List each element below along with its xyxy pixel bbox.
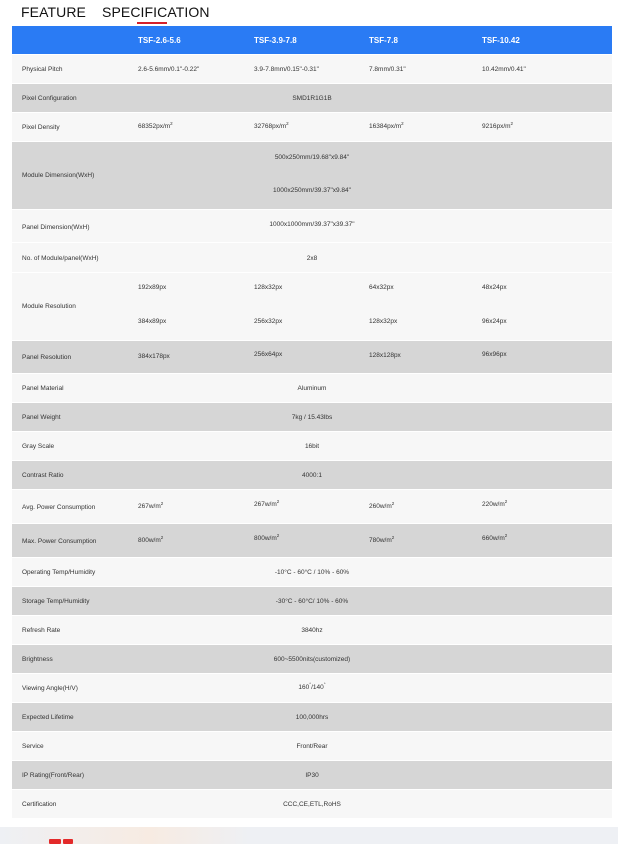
row-label: Certification [22,801,57,808]
table-row [12,616,612,645]
table-cell: 256x64px [254,351,283,358]
footer-banner [0,827,618,844]
table-cell: $780w/m^2$ [369,534,395,544]
active-tab-indicator [137,22,167,24]
table-cell: $32768px/m^2$ [254,120,289,130]
table-cell: 600~5500nits(customized) [273,656,351,663]
table-row [12,374,612,403]
table-cell: 1000x1000mm/39.37"x39.37" [269,221,355,228]
table-cell: 4000:1 [302,472,322,479]
column-header: TSF-10.42 [482,36,520,45]
table-row [12,790,612,819]
table-cell: 192x89px [138,284,167,291]
table-row [12,732,612,761]
row-label: Contrast Ratio [22,472,64,479]
row-label: Panel Material [22,385,64,392]
table-row [12,243,612,273]
table-row [12,403,612,432]
table-cell: 64x32px [369,284,394,291]
table-cell: 3.9-7.8mm/0.15"-0.31" [254,66,319,73]
column-header: TSF-7.8 [369,36,398,45]
row-label: Storage Temp/Humidity [22,598,90,605]
table-cell: $16384px/m^2$ [369,120,404,130]
table-cell: 2x8 [306,255,318,262]
table-cell: 96x24px [482,318,507,325]
row-label: Module Dimension(WxH) [22,172,95,179]
table-cell: 1000x250mm/39.37"x9.84" [273,187,351,194]
table-cell: 3840hz [301,627,323,634]
table-cell: 384x178px [138,353,170,360]
row-label: Operating Temp/Humidity [22,569,96,576]
table-cell: IP30 [305,772,319,779]
table-cell: 100,000hrs [295,714,329,721]
table-cell: Front/Rear [296,743,328,750]
row-label: Pixel Density [22,124,60,131]
table-row [12,113,612,142]
table-cell: 160°/140° [298,681,326,691]
table-cell: 500x250mm/19.68"x9.84" [274,154,350,161]
row-label: Max. Power Consumption [22,538,97,545]
table-cell: $800w/m^2$ [138,534,164,544]
table-row [12,210,612,243]
row-label: No. of Module/panel(WxH) [22,255,99,262]
table-cell: $800w/m^2$ [254,532,280,542]
table-cell: 128x32px [254,284,283,291]
table-cell: $267w/m^2$ [254,498,280,508]
row-label: IP Rating(Front/Rear) [22,772,85,779]
table-row [12,461,612,490]
table-cell: 256x32px [254,318,283,325]
table-row [12,432,612,461]
table-cell: $660w/m^2$ [482,532,508,542]
specification-table [12,26,612,819]
table-row [12,84,612,113]
table-cell: 96x96px [482,351,507,358]
table-row [12,55,612,84]
table-cell: Aluminum [297,385,327,392]
table-cell: 48x24px [482,284,507,291]
row-label: Service [22,743,44,750]
tab-feature[interactable]: FEATURE [21,4,86,20]
table-cell: $9216px/m^2$ [482,120,514,130]
table-cell: CCC,CE,ETL,RoHS [283,801,341,808]
row-label: Expected Lifetime [22,714,74,721]
table-row [12,142,612,210]
table-row [12,703,612,732]
table-cell: $260w/m^2$ [369,500,395,510]
table-cell: $68352px/m^2$ [138,120,173,130]
column-header: TSF-2.6-5.6 [138,36,181,45]
row-label: Pixel Configuration [22,95,77,102]
table-row [12,341,612,374]
table-cell: 16bit [304,443,320,450]
tab-specification[interactable]: SPECIFICATION [102,4,210,20]
row-label: Gray Scale [22,443,55,450]
table-cell: 128x32px [369,318,398,325]
table-row [12,761,612,790]
column-header: TSF-3.9-7.8 [254,36,297,45]
row-label: Avg. Power Consumption [22,504,96,511]
row-label: Panel Resolution [22,354,72,361]
table-row [12,645,612,674]
table-cell: 10.42mm/0.41" [482,66,526,73]
table-row [12,490,612,524]
row-label: Module Resolution [22,303,76,310]
table-cell: -30°C - 60°C/ 10% - 60% [275,598,349,605]
row-label: Panel Weight [22,414,61,421]
table-row [12,524,612,558]
table-cell: -10°C - 60°C / 10% - 60% [274,569,350,576]
row-label: Physical Pitch [22,66,63,73]
row-label: Brightness [22,656,53,663]
table-cell: 7.8mm/0.31" [369,66,406,73]
table-cell: 128x128px [369,352,401,359]
row-label: Refresh Rate [22,627,61,634]
table-cell: $220w/m^2$ [482,498,508,508]
brand-logo-icon [63,839,73,844]
table-cell: $267w/m^2$ [138,500,164,510]
table-row [12,273,612,341]
table-cell: 7kg / 15.43lbs [291,414,333,421]
table-cell: SMD1R1G1B [292,95,332,102]
footer-gradient [0,827,250,844]
table-header-row [12,26,612,55]
brand-logo-icon [49,839,61,844]
row-label: Viewing Angle(H/V) [22,685,78,692]
row-label: Panel Dimension(WxH) [22,224,90,231]
table-cell: 2.6-5.6mm/0.1"-0.22" [138,66,200,73]
tab-bar [0,0,618,26]
table-row [12,558,612,587]
table-cell: 384x89px [138,318,167,325]
table-row [12,674,612,703]
table-row [12,587,612,616]
